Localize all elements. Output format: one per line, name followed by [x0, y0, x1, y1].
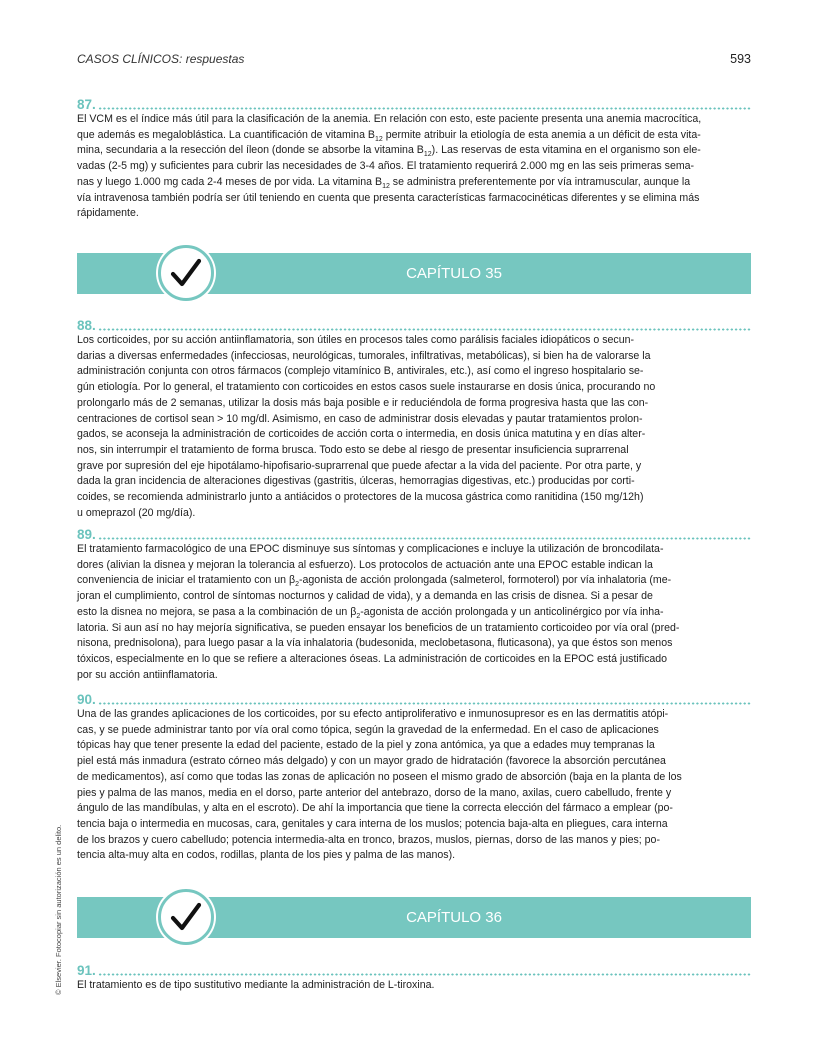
- chapter-title: CAPÍTULO 35: [406, 265, 502, 282]
- answer-91-text: El tratamiento es de tipo sustitutivo mediante la administración de L-tiroxina.: [77, 979, 435, 991]
- checkmark-icon: [158, 245, 214, 301]
- answer-87-text: El VCM es el índice más útil para la clasificación de la anemia. En relación con esto, este paciente presenta una anemia macrocítica, que además es megaloblástica. La cuantificación de vitamina $B_{12}$ permite atribuir la etiología de esta anemia a un déficit de esta vita- mina, secundaria a la resección del íleon (donde se absorbe la vitamina $B_{12}$). Las reservas de esta vitamina en el organismo son ele- vadas (2-5 mg) y suficientes para cubrir las necesidades de 3-4 años. El tratamiento requerirá 2.000 mg en las seis primeras sema- nas y luego 1.000 mg cada 2-4 meses de por vida. La vitamina $B_{12}$ se administra preferentemente por vía intramuscular, aunque la vía intravenosa también podría ser útil teniendo en cuenta que presenta características farmacocinéticas diferentes y se elimina más rápidamente.: [77, 113, 702, 220]
- dotted-leader: [98, 973, 751, 976]
- question-number: 87.: [77, 98, 96, 112]
- dotted-leader: [98, 702, 751, 705]
- answer-90-text: Una de las grandes aplicaciones de los corticoides, por su efecto antiproliferativo e inmunosupresor es en las dermatitis atópi- cas, y se puede administrar tanto por vía oral como tópica, según la gravedad de la enfermedad. En el caso de aplicaciones tópicas hay que tener presente la edad del paciente, estado de la piel y zona antómica, ya que a edades muy tempranas la piel está más inmadura (estrato córneo más delgado) y con un mayor grado de hidratación (favorece la absorción percutánea de medicamentos), así como que todas las zonas de aplicación no poseen el mismo grado de absorción (baja en la planta de los pies y palma de las manos, media en el dorso, parte anterior del antebrazo, dorso de la mano, axilas, cuero cabelludo, frente y ángulo de las mandíbulas, y alta en el escroto). De ahí la importancia que tiene la correcta elección del fármaco a emplear (po- tencia baja o intermedia en mucosas, cara, genitales y cara interna de los muslos; potencia baja-alta en pliegues, cara interna de los brazos y cuero cabelludo; potencia intermedia-alta en tronco, brazos, muslos, piernas, dorso de las manos y pies; po- tencia alta-muy alta en codos, rodillas, planta de los pies y palma de las manos).: [77, 708, 682, 862]
- question-number: 91.: [77, 964, 96, 978]
- question-number: 89.: [77, 528, 96, 542]
- answer-89-text: El tratamiento farmacológico de una EPOC disminuye sus síntomas y complicaciones e incluye la utilización de broncodilata- dores (alivian la disnea y mejoran la tolerancia al esfuerzo). Los protocolos de actuación ante una EPOC estable indican la conveniencia de iniciar el tratamiento con un $\beta_2$-agonista de acción prolongada (salmeterol, formoterol) por vía inhalatoria (me- joran el cumplimiento, control de síntomas nocturnos y calidad de vida), y a demanda en las crisis de disnea. Si a pesar de esto la disnea no mejora, se pasa a la combinación de un $\beta_2$-agonista de acción prolongada y un anticolinérgico por vía inha- latoria. Si aun así no hay mejoría significativa, se pueden ensayar los beneficios de un tratamiento corticoideo por vía oral (pred- nisona, prednisolona), para luego pasar a la vía inhalatoria (budesonida, meclobetasona, fluticasona), ya que éstos son menos tóxicos, especialmente en lo que se refiere a alteraciones óseas. La administración de corticoides en la EPOC está justificado por su acción antiinflamatoria.: [77, 543, 680, 681]
- checkmark-icon: [158, 889, 214, 945]
- page-number: 593: [730, 52, 751, 66]
- dotted-leader: [98, 107, 751, 110]
- answer-88-text: Los corticoides, por su acción antiinflamatoria, son útiles en procesos tales como parálisis faciales idiopáticos o secun- darias a diversas enfermedades (infecciosas, neurológicas, tumorales, infiltrativas, metabólicas), si bien ha de valorarse la administración conjunta con otros fármacos (complejo vitamínico B, antivirales, etc.), así como el ingreso hospitalario se- gún etiología. Por lo general, el tratamiento con corticoides en estos casos suele instaurarse en dosis única, procurando no prolongarlo más de 2 semanas, utilizar la dosis más baja posible e ir reduciéndola de forma progresiva hasta que las con- centraciones de cortisol sean > 10 mg/dl. Asimismo, en caso de administrar dosis elevadas y pautar tratamientos prolon- gados, se aconseja la administración de corticoides de acción corta o intermedia, en dosis única matutina y en días alter- nos, sin interrumpir el tratamiento de forma brusca. Todo esto se debe al riesgo de presentar insuficiencia suprarrenal grave por supresión del eje hipotálamo-hipofisario-suprarrenal que puede afectar a la vida del paciente. Por otra parte, y dada la gran incidencia de alteraciones digestivas (gastritis, úlceras, hemorragias digestivas, etc.) producidas por corti- coides, se recomienda administrarlo junto a antiácidos o protectores de la mucosa gástrica como ranitidina (150 mg/12h) u omeprazol (20 mg/día).: [77, 334, 656, 519]
- answer-88-heading: [77, 319, 751, 333]
- answer-87-heading: [77, 98, 751, 112]
- chapter-title: CAPÍTULO 36: [406, 909, 502, 926]
- answer-89-heading: [77, 528, 751, 542]
- running-head: CASOS CLÍNICOS: respuestas: [77, 52, 245, 66]
- dotted-leader: [98, 537, 751, 540]
- answer-90-heading: [77, 693, 751, 707]
- answer-91-heading: [77, 964, 751, 978]
- question-number: 90.: [77, 693, 96, 707]
- dotted-leader: [98, 328, 751, 331]
- copyright-note: © Elsevier. Fotocopiar sin autorización es un delito.: [54, 824, 63, 995]
- question-number: 88.: [77, 319, 96, 333]
